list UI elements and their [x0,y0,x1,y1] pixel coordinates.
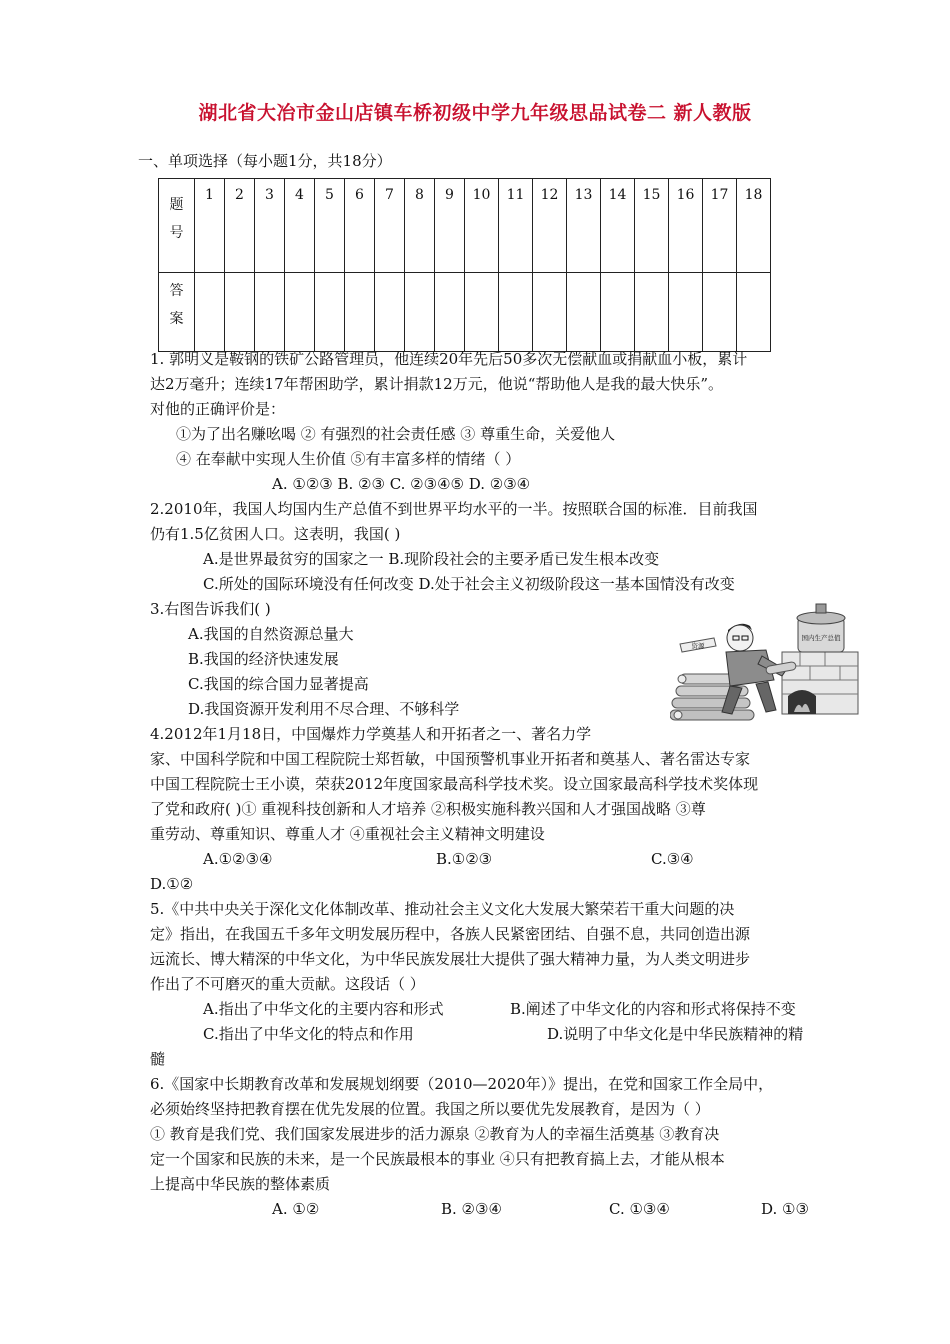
answer-cell[interactable] [315,273,345,352]
question-number-cell: 9 [435,179,465,273]
question-line: 作出了不可磨灭的重大贡献。这段话（ ） [150,975,425,993]
answer-option: A. ①② [272,1200,320,1218]
answer-cell[interactable] [499,273,533,352]
answer-cell[interactable] [195,273,225,352]
question-number-cell: 14 [601,179,635,273]
answer-cell[interactable] [737,273,771,352]
answer-cell[interactable] [635,273,669,352]
question-line: 5.《中共中央关于深化文化体制改革、推动社会主义文化大发展大繁荣若干重大问题的决 [150,900,735,918]
answer-cell[interactable] [669,273,703,352]
question-number-cell: 1 [195,179,225,273]
question-number-cell: 12 [533,179,567,273]
answer-cell[interactable] [225,273,255,352]
question-number-cell: 13 [567,179,601,273]
question-line: 家、中国科学院和中国工程院院士郑哲敏，中国预警机事业开拓者和奠基人、著名雷达专家 [150,750,751,768]
answer-cell[interactable] [703,273,737,352]
answer-option: B.我国的经济快速发展 [188,650,339,668]
question-line: 定》指出，在我国五千多年文明发展历程中，各族人民紧密团结、自强不息，共同创造出源 [150,925,751,943]
answer-option: B.阐述了中华文化的内容和形式将保持不变 [510,1000,796,1018]
question-line: 上提高中华民族的整体素质 [150,1175,331,1193]
question-line: 3.右图告诉我们( ) [150,600,271,618]
question-line: ①为了出名赚吆喝 ② 有强烈的社会责任感 ③ 尊重生命，关爱他人 [176,425,616,443]
question-line: 定一个国家和民族的未来，是一个民族最根本的事业 ④只有把教育搞上去，才能从根本 [150,1150,725,1168]
brick-stove [782,652,858,714]
question-number-cell: 16 [669,179,703,273]
question-line: 了党和政府( )① 重视科技创新和人才培养 ②积极实施科教兴国和人才强国战略 ③尊 [150,800,706,818]
cartoon-illustration [670,600,860,725]
answer-cell[interactable] [255,273,285,352]
answer-cell[interactable] [465,273,499,352]
pot [797,604,845,652]
question-number-cell: 2 [225,179,255,273]
question-number-cell: 4 [285,179,315,273]
answer-option: D. ①③ [761,1200,809,1218]
answer-cell[interactable] [345,273,375,352]
question-line: ④ 在奉献中实现人生价值 ⑤有丰富多样的情绪（ ） [176,450,521,468]
answer-options: C.所处的国际环境没有任何改变 D.处于社会主义初级阶段这一基本国情没有改变 [203,575,735,593]
table-row-label: 答 案 [159,273,195,352]
answer-option: D.我国资源开发利用不尽合理、不够科学 [188,700,460,718]
question-number-cell: 10 [465,179,499,273]
question-number-cell: 15 [635,179,669,273]
answer-option: D.①② [150,875,194,893]
question-line: 1. 郭明义是鞍钢的铁矿公路管理员，他连续20年先后50多次无偿献血或捐献血小板，累计 [150,350,748,368]
question-line: 仍有1.5亿贫困人口。这表明，我国( ) [150,525,401,543]
question-number-cell: 8 [405,179,435,273]
answer-option: A.指出了中华文化的主要内容和形式 [203,1000,444,1018]
section-heading: 一、单项选择（每小题1分，共18分） [138,152,392,170]
svg-text:资源: 资源 [691,642,705,650]
answer-option: C. ①③④ [609,1200,670,1218]
question-line: 达2万毫升；连续17年帮困助学，累计捐款12万元，他说“帮助他人是我的最大快乐”。 [150,375,724,393]
answer-table [158,178,771,352]
answer-option: B.①②③ [436,850,493,868]
answer-option: C.指出了中华文化的特点和作用 [203,1025,414,1043]
answer-options: A.是世界最贫穷的国家之一 B.现阶段社会的主要矛盾已发生根本改变 [203,550,660,568]
page-title: 湖北省大冶市金山店镇车桥初级中学九年级思品试卷二 新人教版 [198,102,752,124]
answer-cell[interactable] [285,273,315,352]
answer-cell[interactable] [601,273,635,352]
question-number-cell: 3 [255,179,285,273]
question-number-cell: 11 [499,179,533,273]
answer-option: D.说明了中华文化是中华民族精神的精 [547,1025,804,1043]
question-number-cell: 18 [737,179,771,273]
answer-cell[interactable] [375,273,405,352]
answer-option: B. ②③④ [441,1200,502,1218]
answer-cell[interactable] [405,273,435,352]
question-number-cell: 6 [345,179,375,273]
answer-option: A.①②③④ [203,850,273,868]
question-line: 6.《国家中长期教育改革和发展规划纲要（2010—2020年）》提出，在党和国家工作全局中， [150,1075,774,1093]
question-number-cell: 7 [375,179,405,273]
question-line: 重劳动、尊重知识、尊重人才 ④重视社会主义精神文明建设 [150,825,545,843]
question-number-cell: 5 [315,179,345,273]
table-row-label: 题 号 [159,179,195,273]
question-line: 2.2010年，我国人均国内生产总值不到世界平均水平的一半。按照联合国的标准．目前我国 [150,500,758,518]
answer-option: C.③④ [651,850,694,868]
question-line: 髓 [150,1050,166,1068]
answer-options: A. ①②③ B. ②③ C. ②③④⑤ D. ②③④ [272,475,531,493]
question-line: 远流长、博大精深的中华文化，为中华民族发展壮大提供了强大精神力量，为人类文明进步 [150,950,751,968]
question-line: 中国工程院院士王小谟，荣获2012年度国家最高科学技术奖。设立国家最高科学技术奖体现 [150,775,759,793]
answer-cell[interactable] [435,273,465,352]
answer-option: A.我国的自然资源总量大 [188,625,354,643]
question-line: 对他的正确评价是： [150,400,286,418]
answer-cell[interactable] [567,273,601,352]
answer-cell[interactable] [533,273,567,352]
svg-text:国内生产总值: 国内生产总值 [801,634,841,642]
question-line: 必须始终坚持把教育摆在优先发展的位置。我国之所以要优先发展教育，是因为（ ） [150,1100,710,1118]
answer-option: C.我国的综合国力显著提高 [188,675,369,693]
question-line: 4.2012年1月18日，中国爆炸力学奠基人和开拓者之一、著名力学 [150,725,592,743]
question-number-cell: 17 [703,179,737,273]
question-line: ① 教育是我们党、我们国家发展进步的活力源泉 ②教育为人的幸福生活奠基 ③教育决 [150,1125,720,1143]
